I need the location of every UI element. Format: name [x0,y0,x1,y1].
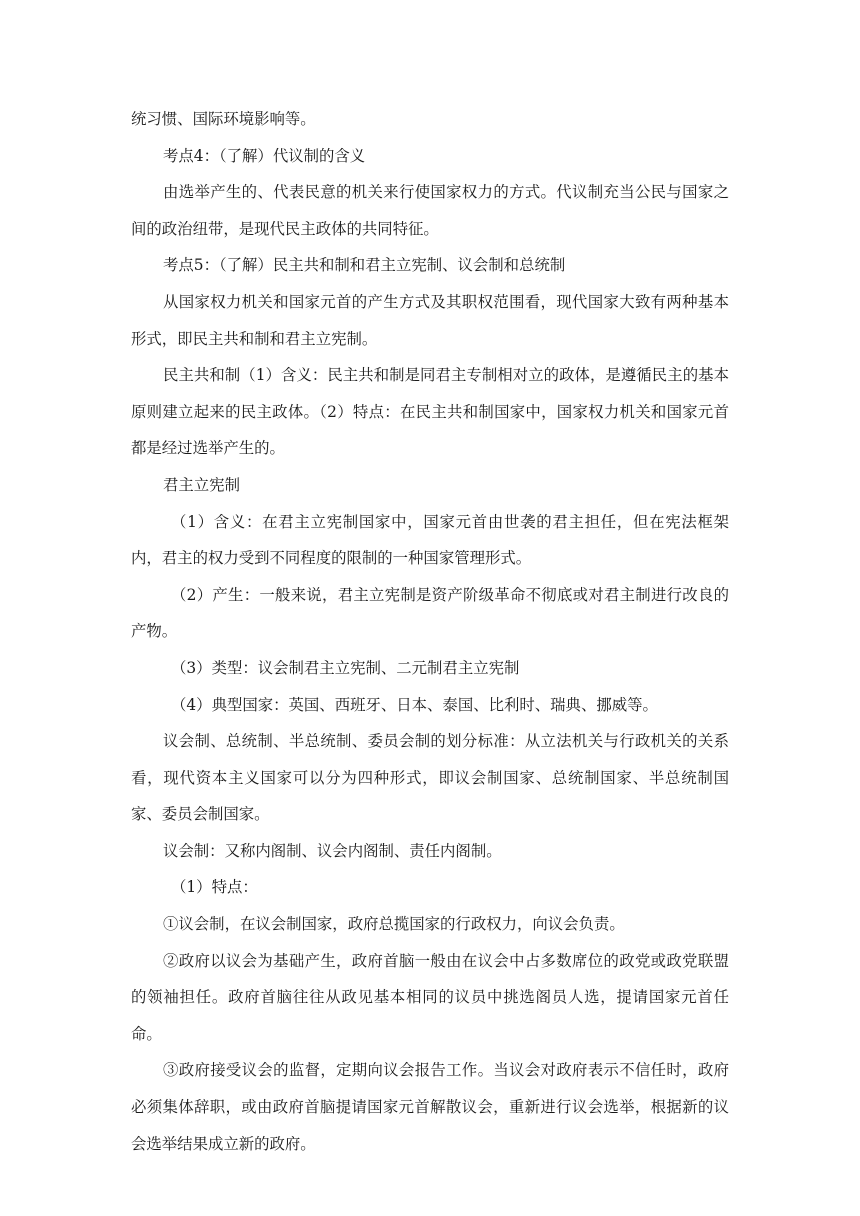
paragraph-2: 由选举产生的、代表民意的机关来行使国家权力的方式。代议制充当公民与国家之间的政治纽带，是现代民主政体的共同特征。 [131,183,729,238]
paragraph-5: 民主共和制（1）含义：民主共和制是同君主专制相对立的政体，是遵循民主的基本原则建立起来的民主政体。（2）特点：在民主共和制国家中，国家权力机关和国家元首都是经过选举产生的。 [131,366,729,458]
paragraph-8: （2）产生：一般来说，君主立宪制是资产阶级革命不彻底或对君主制进行改良的产物。 [131,585,729,641]
section-heading-kaodian-4: 考点4：（了解）代议制的含义 [163,146,366,165]
paragraph-15: ②政府以议会为基础产生，政府首脑一般由在议会中占多数席位的政党或政党联盟的领袖担任。政府首脑往往从政见基本相同的议员中挑选阁员人选，提请国家元首任命。 [131,951,729,1043]
paragraph-6: 君主立宪制 [163,475,240,494]
paragraph-11: 议会制、总统制、半总统制、委员会制的划分标准：从立法机关与行政机关的关系看，现代资本主义国家可以分为四种形式，即议会制国家、总统制国家、半总统制国家、委员会制国家。 [131,732,729,824]
paragraph-14: ①议会制，在议会制国家，政府总揽国家的行政权力，向议会负责。 [163,915,625,934]
paragraph-13: （1）特点： [171,878,258,897]
document-body [131,101,729,1162]
paragraph-7: （1）含义：在君主立宪制国家中，国家元首由世袭的君主担任，但在宪法框架内，君主的权力受到不同程度的限制的一种国家管理形式。 [131,512,729,568]
paragraph-0: 统习惯、国际环境影响等。 [131,110,316,128]
paragraph-16: ③政府接受议会的监督，定期向议会报告工作。当议会对政府表示不信任时，政府必须集体辞职，或由政府首脑提请国家元首解散议会，重新进行议会选举，根据新的议会选举结果成立新的政府。 [131,1061,729,1153]
section-heading-kaodian-5: 考点5：（了解）民主共和制和君主立宪制、议会制和总统制 [163,256,566,275]
paragraph-9: （3）类型：议会制君主立宪制、二元制君主立宪制 [171,658,520,677]
paragraph-4: 从国家权力机关和国家元首的产生方式及其职权范围看，现代国家大致有两种基本形式，即民主共和制和君主立宪制。 [131,292,729,348]
paragraph-12: 议会制：又称内阁制、议会内阁制、责任内阁制。 [163,841,502,860]
paragraph-10: （4）典型国家：英国、西班牙、日本、泰国、比利时、瑞典、挪威等。 [171,695,658,714]
